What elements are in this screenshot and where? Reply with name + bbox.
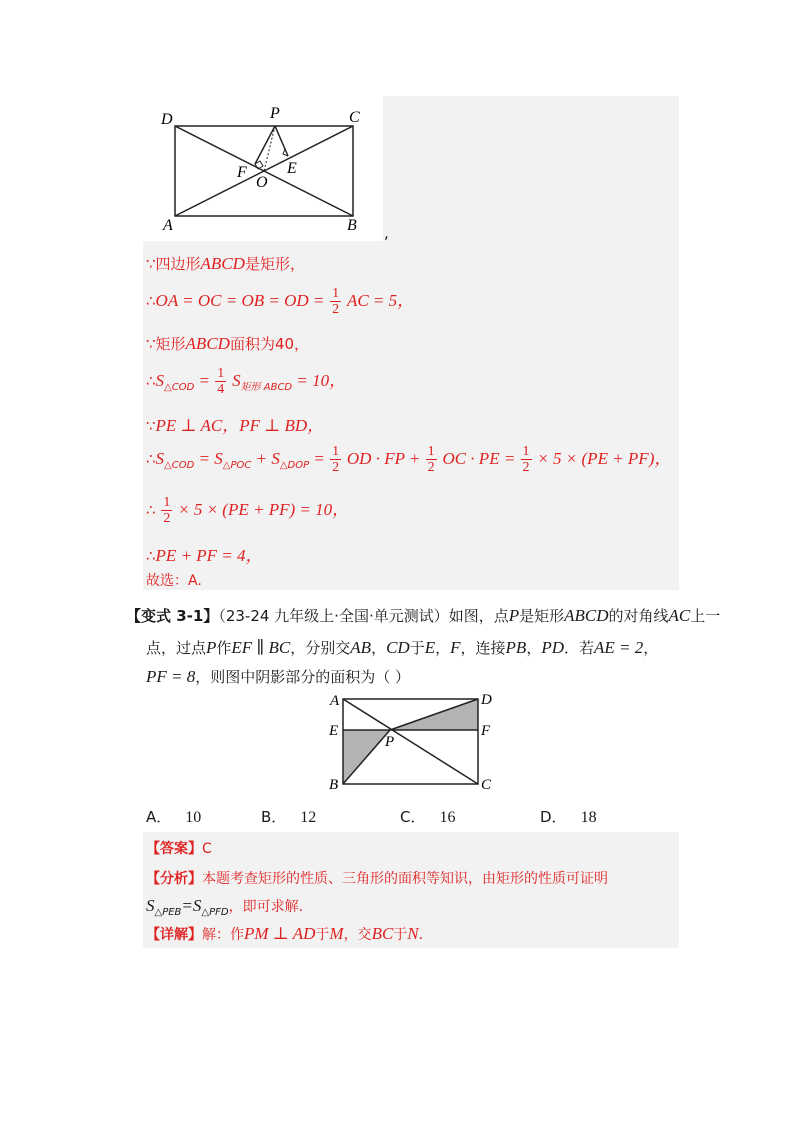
label2-F: F: [481, 723, 491, 739]
option-d[interactable]: D． 18: [540, 808, 597, 826]
label-D: D: [161, 111, 173, 128]
label-E: E: [287, 160, 297, 177]
option-c[interactable]: C． 16: [400, 808, 456, 826]
label2-C: C: [481, 777, 492, 792]
variant-tag: 【变式 3-1】: [126, 607, 219, 625]
solution-line-7: ∴ $\frac{1}{2}$ × 5 × (PE + PF) = 10，: [146, 495, 350, 526]
label-F: F: [237, 164, 247, 181]
solution-line-3: ∵矩形ABCD面积为40，: [146, 334, 310, 353]
detail-line: 【详解】解：作PM ⊥ AD于M，交BC于N．: [146, 924, 433, 943]
answer-line: 【答案】C: [146, 841, 212, 857]
label-B: B: [347, 217, 357, 234]
solution-line-2: ∴OA = OC = OB = OD = $\frac{1}{2}$ AC = 5，: [146, 286, 415, 317]
label2-P: P: [385, 734, 395, 750]
label-O: O: [256, 174, 268, 191]
option-b[interactable]: B． 12: [261, 808, 317, 826]
solution-line-6: $\therefore S_{\triangle COD} = S_{\triangle POC} + S_{\triangle DOP}$ = $\frac{1}{2}$ OD · FP + $\frac{1}{2}$ OC · PE = $\frac{1}{2}$ × 5 × (PE + PF)，: [146, 444, 672, 475]
figure-trailing-comma: ,: [384, 224, 389, 242]
problem-line-1: 【变式 3-1】（23-24 九年级上·全国·单元测试）如图，点P是矩形ABCD的对角线AC上一: [126, 606, 721, 625]
solution-line-8: ∴PE + PF = 4，: [146, 546, 263, 565]
solution-line-5: ∵PE ⊥ AC，PF ⊥ BD，: [146, 416, 325, 435]
solution-line-1: ∵四边形ABCD是矩形，: [146, 254, 305, 273]
solution-line-4: $\therefore S_{\triangle COD}$ = $\frac{1}{4}$ $S_{矩形 ABCD} = 10$，: [146, 366, 347, 397]
analysis-line-1: 【分析】本题考查矩形的性质、三角形的面积等知识，由矩形的性质可证明: [146, 871, 608, 887]
label2-E: E: [329, 723, 339, 739]
solution-panel-upper: [383, 96, 679, 241]
fraction-quarter: $\frac{1}{4}$: [217, 366, 225, 397]
label-A: A: [163, 217, 173, 234]
rectangle-diagram-1: [155, 100, 383, 235]
problem-line-2: 点，过点P作EF ∥ BC，分别交AB，CD于E，F，连接PB，PD．若AE = 2，: [146, 638, 659, 657]
label-C: C: [349, 109, 360, 126]
label2-B: B: [329, 777, 339, 792]
problem-line-3: PF = 8，则图中阴影部分的面积为（ ）: [146, 667, 411, 686]
analysis-line-2: $S_{\triangle PEB}=S_{\triangle PFD}$，即可求解．: [146, 896, 313, 918]
option-a[interactable]: A． 10: [146, 808, 202, 826]
label2-A: A: [330, 693, 340, 709]
solution-conclusion: 故选：A.: [146, 573, 202, 589]
label-P: P: [270, 105, 280, 122]
rectangle-diagram-2: [320, 688, 500, 792]
fraction-half: $\frac{1}{2}$: [332, 286, 340, 317]
label2-D: D: [481, 692, 492, 708]
